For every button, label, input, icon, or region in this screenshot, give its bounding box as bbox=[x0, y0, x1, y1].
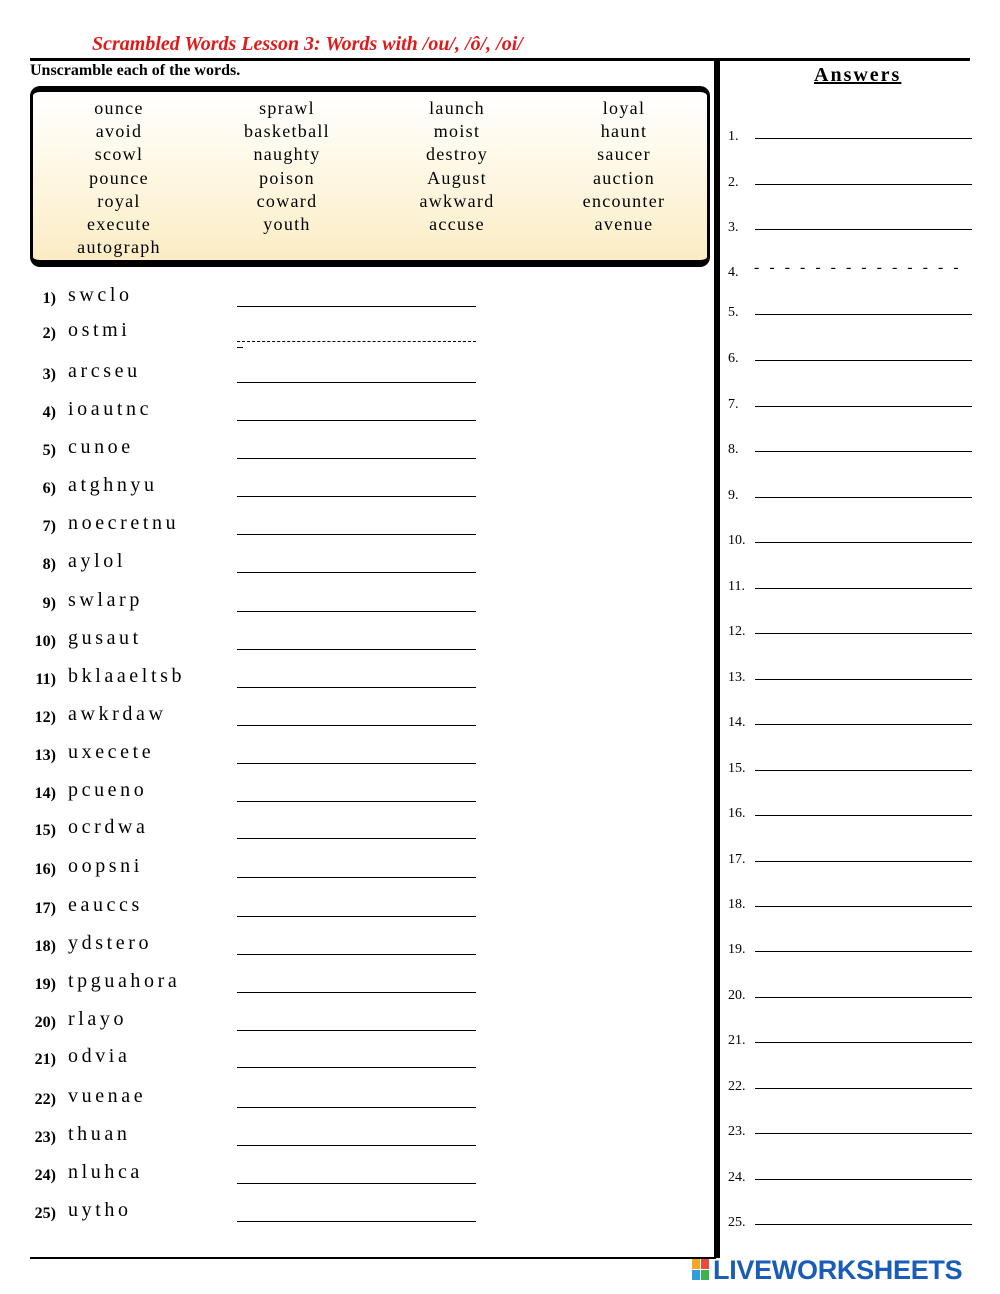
answer-input[interactable] bbox=[755, 406, 972, 407]
answer-row bbox=[728, 802, 972, 822]
question-number: 13) bbox=[34, 747, 56, 764]
bank-word: August bbox=[427, 167, 487, 188]
answer-blank[interactable] bbox=[237, 992, 476, 993]
scrambled-word: ydstero bbox=[68, 932, 153, 954]
scrambled-word: swlarp bbox=[68, 589, 143, 611]
question-number: 7) bbox=[42, 518, 56, 535]
bank-word: auction bbox=[592, 167, 656, 188]
bank-word: awkward bbox=[419, 190, 495, 211]
scrambled-word: aylol bbox=[68, 550, 126, 572]
scrambled-word: noecretnu bbox=[68, 512, 180, 534]
scrambled-word: ostmi bbox=[68, 319, 131, 341]
answer-blank[interactable] bbox=[237, 496, 476, 497]
answer-row bbox=[728, 1075, 972, 1095]
question-number: 23) bbox=[34, 1129, 56, 1146]
scrambled-word: arcseu bbox=[68, 360, 141, 382]
bank-word: coward bbox=[256, 190, 318, 211]
bank-word: moist bbox=[433, 121, 481, 142]
word-bank-column bbox=[69, 97, 169, 259]
answer-input[interactable] bbox=[755, 588, 972, 589]
scrambled-word: oopsni bbox=[68, 855, 143, 877]
scrambled-word: bklaaeltsb bbox=[68, 665, 186, 687]
answer-input[interactable] bbox=[755, 184, 972, 185]
answer-row bbox=[728, 393, 972, 413]
answer-blank[interactable] bbox=[237, 1107, 476, 1108]
answer-number: 8. bbox=[728, 442, 739, 457]
question-number: 21) bbox=[34, 1051, 56, 1068]
scrambled-word: swclo bbox=[68, 284, 133, 306]
bank-word: sprawl bbox=[259, 98, 315, 118]
answer-row bbox=[728, 1166, 972, 1186]
bank-word: accuse bbox=[429, 214, 485, 235]
question-number: 11) bbox=[35, 671, 56, 688]
bank-word: execute bbox=[86, 214, 152, 235]
answer-input[interactable] bbox=[755, 542, 972, 543]
answer-number: 25. bbox=[728, 1215, 746, 1230]
answer-row bbox=[728, 575, 972, 595]
answer-number: 10. bbox=[728, 533, 746, 548]
answer-input[interactable]: - - - - - - - - - - - - - - bbox=[754, 259, 962, 276]
answer-blank[interactable] bbox=[237, 420, 476, 421]
answer-input[interactable] bbox=[755, 633, 972, 634]
answer-input[interactable] bbox=[755, 679, 972, 680]
answer-input[interactable] bbox=[755, 951, 972, 952]
answer-row bbox=[728, 484, 972, 504]
answer-row bbox=[728, 938, 972, 958]
bank-word: basketball bbox=[244, 121, 330, 142]
question-number: 19) bbox=[34, 976, 56, 993]
answer-input[interactable] bbox=[755, 770, 972, 771]
answer-blank[interactable] bbox=[237, 763, 476, 764]
answer-number: 13. bbox=[728, 670, 746, 685]
answer-input[interactable] bbox=[755, 1133, 972, 1134]
bank-word: haunt bbox=[600, 121, 648, 142]
scrambled-word: rlayo bbox=[68, 1008, 128, 1030]
scrambled-word: cunoe bbox=[68, 436, 134, 458]
scrambled-word: ioautnc bbox=[68, 398, 153, 420]
answer-number: 5. bbox=[728, 305, 739, 320]
worksheet-title: Scrambled Words Lesson 3: Words with /ou/, /ô/, /oi/ bbox=[92, 33, 523, 55]
answer-number: 17. bbox=[728, 852, 746, 867]
answer-blank[interactable] bbox=[237, 458, 476, 459]
answer-input[interactable] bbox=[755, 997, 972, 998]
answer-input[interactable] bbox=[755, 451, 972, 452]
answer-blank[interactable] bbox=[237, 341, 476, 342]
answer-blank[interactable] bbox=[237, 1030, 476, 1031]
question-number: 12) bbox=[34, 709, 56, 726]
answer-number: 11. bbox=[728, 579, 745, 594]
answer-blank[interactable] bbox=[237, 649, 476, 650]
bank-word: naughty bbox=[253, 144, 321, 165]
word-bank-column bbox=[563, 97, 685, 236]
answer-input[interactable] bbox=[755, 815, 972, 816]
answer-input[interactable] bbox=[755, 229, 972, 230]
answer-input[interactable] bbox=[755, 861, 972, 862]
answer-number: 1. bbox=[728, 129, 739, 144]
column-divider bbox=[714, 58, 720, 1258]
answer-blank[interactable] bbox=[237, 687, 476, 688]
answer-row bbox=[728, 984, 972, 1004]
scrambled-word: gusaut bbox=[68, 627, 142, 649]
question-number: 6) bbox=[42, 480, 56, 497]
dash-mark bbox=[237, 347, 243, 348]
answer-number: 23. bbox=[728, 1124, 746, 1139]
bank-word: avenue bbox=[594, 214, 654, 235]
answer-blank[interactable] bbox=[237, 534, 476, 535]
scrambled-word: uytho bbox=[68, 1199, 132, 1221]
answer-row bbox=[728, 848, 972, 868]
instruction-text: Unscramble each of the words. bbox=[30, 62, 241, 79]
answer-input[interactable] bbox=[755, 1179, 972, 1180]
bank-word: encounter bbox=[582, 190, 666, 211]
answer-input[interactable] bbox=[755, 138, 972, 139]
question-number: 10) bbox=[34, 633, 56, 650]
answer-row bbox=[728, 301, 972, 321]
answer-input[interactable] bbox=[755, 360, 972, 361]
answer-row bbox=[728, 1120, 972, 1140]
answer-number: 24. bbox=[728, 1170, 746, 1185]
answer-input[interactable] bbox=[755, 314, 972, 315]
answer-input[interactable] bbox=[755, 724, 972, 725]
answer-row bbox=[728, 1029, 972, 1049]
question-number: 1) bbox=[42, 290, 56, 307]
liveworksheets-logo bbox=[692, 1256, 962, 1284]
answer-blank[interactable] bbox=[237, 877, 476, 878]
bank-word: poison bbox=[259, 167, 315, 188]
answer-number: 18. bbox=[728, 897, 746, 912]
answer-number: 7. bbox=[728, 397, 739, 412]
answer-blank[interactable] bbox=[237, 1221, 476, 1222]
scrambled-word: ocrdwa bbox=[68, 816, 149, 838]
answer-number: 2. bbox=[728, 175, 739, 190]
answer-blank[interactable] bbox=[237, 916, 476, 917]
question-number: 8) bbox=[42, 556, 56, 573]
bank-word: launch bbox=[429, 98, 485, 118]
answer-number: 3. bbox=[728, 220, 739, 235]
bottom-rule bbox=[30, 1257, 716, 1259]
answer-number: 21. bbox=[728, 1033, 746, 1048]
answer-blank[interactable] bbox=[237, 382, 476, 383]
answer-row bbox=[728, 757, 972, 777]
answer-number: 20. bbox=[728, 988, 746, 1003]
answer-input[interactable] bbox=[755, 1042, 972, 1043]
answer-number: 14. bbox=[728, 715, 746, 730]
question-number: 9) bbox=[42, 595, 56, 612]
bank-word: autograph bbox=[77, 237, 161, 258]
answer-input[interactable] bbox=[755, 1088, 972, 1089]
question-number: 3) bbox=[42, 366, 56, 383]
answer-blank[interactable] bbox=[237, 1067, 476, 1068]
answer-blank[interactable] bbox=[237, 1145, 476, 1146]
answer-row bbox=[728, 125, 972, 145]
answer-blank[interactable] bbox=[237, 954, 476, 955]
answer-row bbox=[728, 171, 972, 191]
scrambled-word: awkrdaw bbox=[68, 703, 167, 725]
answer-blank[interactable] bbox=[237, 801, 476, 802]
answer-number: 19. bbox=[728, 942, 746, 957]
question-number: 4) bbox=[42, 404, 56, 421]
scrambled-word: tpguahora bbox=[68, 970, 181, 992]
answer-number: 4. bbox=[728, 265, 739, 280]
bank-word: loyal bbox=[602, 98, 646, 118]
scrambled-word: vuenae bbox=[68, 1085, 147, 1107]
answer-number: 12. bbox=[728, 624, 746, 639]
question-number: 25) bbox=[34, 1205, 56, 1222]
answer-input[interactable] bbox=[755, 906, 972, 907]
answer-input[interactable] bbox=[755, 1224, 972, 1225]
scrambled-word: pcueno bbox=[68, 779, 148, 801]
question-number: 17) bbox=[34, 900, 56, 917]
question-number: 16) bbox=[34, 861, 56, 878]
answer-row bbox=[728, 529, 972, 549]
answer-blank[interactable] bbox=[237, 1183, 476, 1184]
answer-row bbox=[728, 347, 972, 367]
scrambled-word: thuan bbox=[68, 1123, 131, 1145]
answer-number: 16. bbox=[728, 806, 746, 821]
word-bank bbox=[30, 86, 710, 267]
logo-text: LIVEWORKSHEETS bbox=[713, 1254, 963, 1285]
scrambled-word: uxecete bbox=[68, 741, 155, 763]
answer-blank[interactable] bbox=[237, 611, 476, 612]
answer-number: 6. bbox=[728, 351, 739, 366]
answer-row bbox=[728, 711, 972, 731]
answers-heading: Answers bbox=[814, 64, 902, 86]
scrambled-word: odvia bbox=[68, 1045, 131, 1067]
answer-blank[interactable] bbox=[237, 838, 476, 839]
question-number: 15) bbox=[34, 822, 56, 839]
answer-number: 9. bbox=[728, 488, 739, 503]
bank-word: destroy bbox=[425, 144, 489, 165]
answer-row bbox=[728, 620, 972, 640]
word-bank-column bbox=[231, 97, 343, 236]
answer-row bbox=[728, 1211, 972, 1231]
question-number: 2) bbox=[42, 325, 56, 342]
answer-number: 15. bbox=[728, 761, 746, 776]
bank-word: avoid bbox=[95, 121, 143, 142]
question-number: 20) bbox=[34, 1014, 56, 1031]
scrambled-word: nluhca bbox=[68, 1161, 143, 1183]
question-number: 24) bbox=[34, 1167, 56, 1184]
bank-word: ounce bbox=[94, 98, 144, 118]
answer-blank[interactable] bbox=[237, 725, 476, 726]
bank-word: royal bbox=[97, 190, 141, 211]
answer-row bbox=[728, 666, 972, 686]
answer-row bbox=[728, 216, 972, 236]
bank-word: saucer bbox=[597, 144, 651, 165]
answer-input[interactable] bbox=[755, 497, 972, 498]
answer-number: 22. bbox=[728, 1079, 746, 1094]
answer-blank[interactable] bbox=[237, 306, 476, 307]
question-number: 14) bbox=[34, 785, 56, 802]
bank-word: scowl bbox=[94, 144, 144, 165]
question-number: 18) bbox=[34, 938, 56, 955]
bank-word: youth bbox=[263, 214, 311, 235]
top-rule bbox=[30, 58, 970, 61]
word-bank-column bbox=[401, 97, 513, 236]
question-number: 22) bbox=[34, 1091, 56, 1108]
answer-blank[interactable] bbox=[237, 572, 476, 573]
question-number: 5) bbox=[42, 442, 56, 459]
answer-row bbox=[728, 438, 972, 458]
bank-word: pounce bbox=[89, 167, 149, 188]
answer-row bbox=[728, 893, 972, 913]
liveworksheets-logo-icon bbox=[692, 1259, 710, 1281]
scrambled-word: atghnyu bbox=[68, 474, 158, 496]
answer-row bbox=[728, 261, 972, 281]
scrambled-word: eauccs bbox=[68, 894, 143, 916]
